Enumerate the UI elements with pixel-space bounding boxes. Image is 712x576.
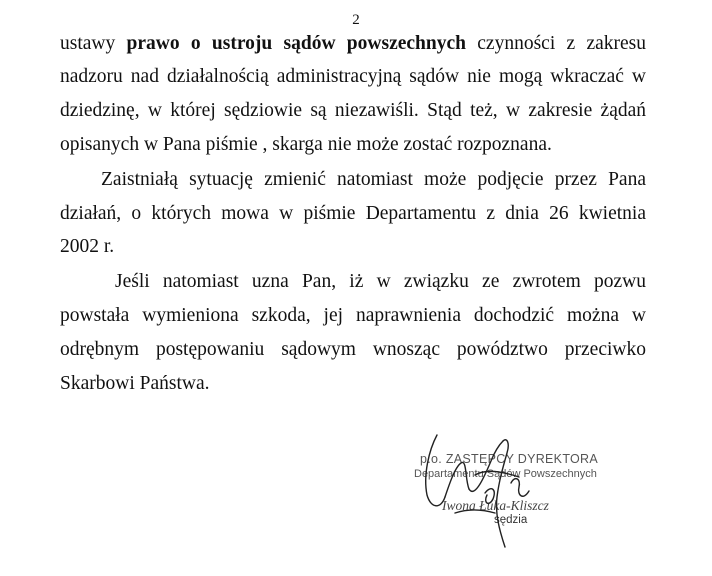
text-line xyxy=(60,32,646,56)
stamp-position: p.o. ZASTĘPCY DYREKTORA xyxy=(420,452,599,466)
stamp-name: Iwona Łuka-Kliszcz xyxy=(442,498,549,513)
text-fragment: czynności z zakresu xyxy=(465,33,646,54)
stamp-title: sędzia xyxy=(494,514,528,526)
text-line: Zaistniałą sytuację zmienić natomiast może podjęcie przez Pana xyxy=(101,169,646,190)
text-line: nadzoru nad działalnością administracyjną sądów nie mogą wkraczać w xyxy=(60,66,646,87)
text-line: dziedzinę, w której sędziowie są niezawiśli. Stąd też, w zakresie żądań xyxy=(60,100,646,121)
text-line: Skarbowi Państwa. xyxy=(60,373,210,394)
text-line: opisanych w Pana piśmie , skarga nie może zostać rozpoznana. xyxy=(60,134,552,155)
page-number: 2 xyxy=(352,12,360,28)
law-title-bold: prawo o ustroju sądów powszechnych xyxy=(126,33,466,54)
stamp-department: Departamentu Sądów Powszechnych xyxy=(414,468,597,480)
text-fragment: ustawy xyxy=(60,33,127,54)
text-line: Jeśli natomiast uzna Pan, iż w związku ze zwrotem pozwu xyxy=(115,271,646,292)
text-line: odrębnym postępowaniu sądowym wnosząc powództwo przeciwko xyxy=(60,339,646,360)
handwritten-signature-icon xyxy=(415,405,545,555)
text-line: powstała wymieniona szkoda, jej naprawnienia dochodzić można w xyxy=(60,305,646,326)
text-line: 2002 r. xyxy=(60,236,115,257)
text-line: działań, o których mowa w piśmie Departamentu z dnia 26 kwietnia xyxy=(60,203,646,224)
